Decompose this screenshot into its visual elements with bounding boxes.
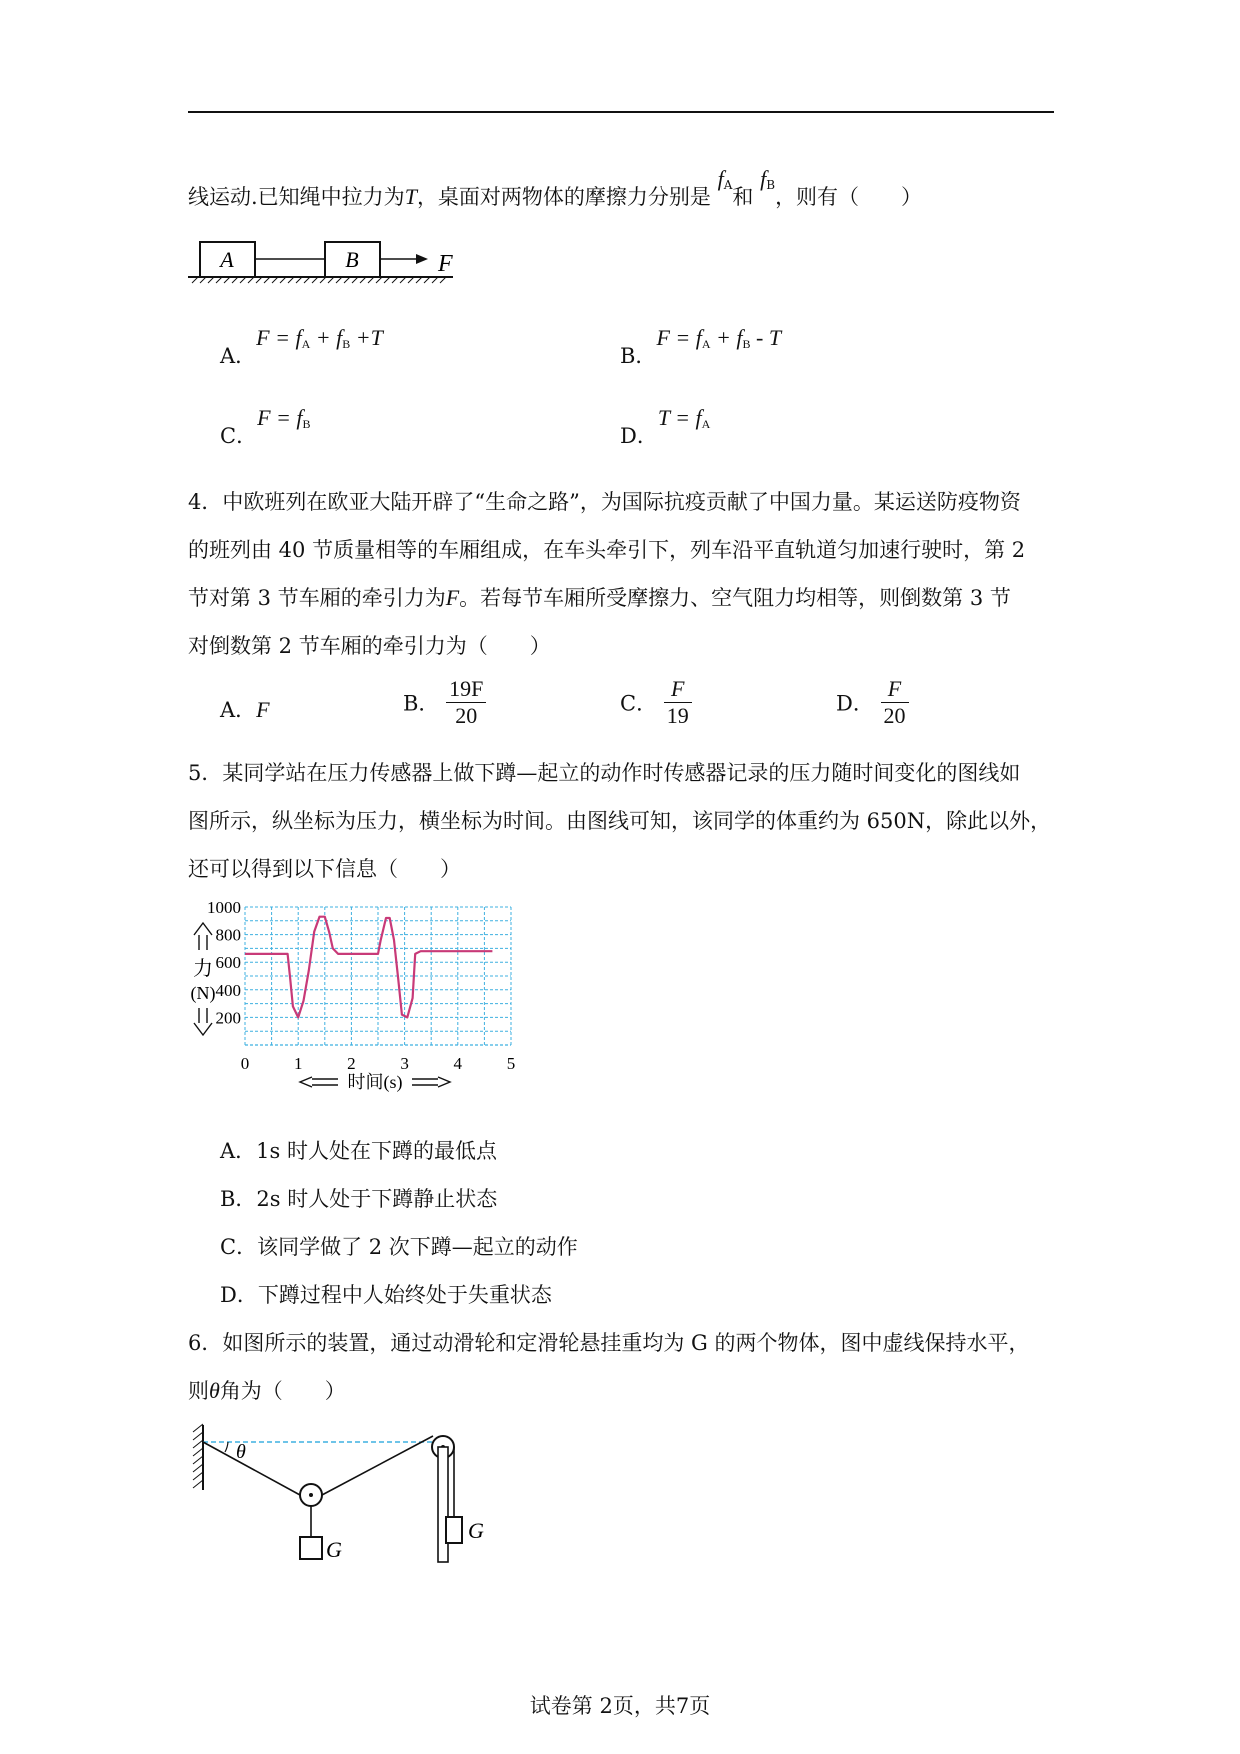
svg-text:θ: θ: [236, 1441, 246, 1463]
force-time-chart: [188, 895, 588, 1110]
page-footer: 试卷第 2页，共7页: [529, 1694, 711, 1718]
svg-text:A: A: [220, 247, 234, 272]
pulley-figure: [188, 1420, 498, 1580]
q4-line-4: 对倒数第 2 节车厢的牵引力为（ ）: [188, 634, 551, 658]
svg-text:F: F: [438, 251, 453, 277]
header-rule: [188, 111, 1054, 113]
q6-line-1: 6．如图所示的装置，通过动滑轮和定滑轮悬挂重均为 G 的两个物体，图中虚线保持水平，: [188, 1331, 1030, 1355]
blocks-figure: [188, 235, 458, 285]
q4-option-d[interactable]: D． $\frac{F}{20}$: [836, 676, 909, 729]
right-arrow-icon: [412, 1077, 450, 1087]
chart-grid: [245, 907, 511, 1045]
y-axis-label-char: 力: [193, 958, 213, 980]
q3-stem: 线运动.已知绳中拉力为T，桌面对两物体的摩擦力分别是 $f_A$和 $f_B$，则有（ ）: [188, 166, 923, 209]
q4-line-2: 的班列由 40 节质量相等的车厢组成，在车头牵引下，列车沿平直轨道匀加速行驶时，第 2: [188, 538, 1026, 562]
q5-line-2: 图所示，纵坐标为压力，横坐标为时间。由图线可知，该同学的体重约为 650N，除此以外，: [188, 809, 1052, 833]
x-tick-label: 5: [506, 1054, 516, 1073]
weight-right: [446, 1517, 462, 1543]
svg-text:B: B: [345, 247, 359, 272]
y-tick-label: 400: [215, 980, 241, 1000]
q5-option-c[interactable]: C．该同学做了 2 次下蹲—起立的动作: [220, 1235, 578, 1259]
y-axis-label-unit: (N): [190, 983, 216, 1003]
svg-text:G: G: [468, 1518, 484, 1543]
y-tick-label: 600: [215, 953, 241, 973]
fraction-F-over-19: $\frac{F}{19}$: [664, 676, 692, 729]
q5-line-1: 5．某同学站在压力传感器上做下蹲—起立的动作时传感器记录的压力随时间变化的图线如: [188, 761, 1021, 785]
x-tick-label: 1: [293, 1054, 303, 1073]
chart-x-ticks: [241, 1054, 516, 1073]
q6-line-2: 则θ角为（ ）: [188, 1378, 346, 1403]
force-series-line: [245, 917, 492, 1018]
left-arrow-icon: [300, 1077, 338, 1087]
q4-option-b[interactable]: B． $\frac{19F}{20}$: [403, 676, 486, 729]
fraction-F-over-20: $\frac{F}{20}$: [881, 676, 909, 729]
fB-symbol: $f_B$: [760, 166, 776, 192]
fraction-19F-over-20: $\frac{19F}{20}$: [446, 676, 486, 729]
x-tick-label: 4: [453, 1054, 463, 1073]
fA-symbol: $f_A$: [717, 166, 733, 192]
q5-line-3: 还可以得到以下信息（ ）: [188, 857, 461, 881]
q4-line-1: 4．中欧班列在欧亚大陆开辟了“生命之路”，为国际抗疫贡献了中国力量。某运送防疫物资: [188, 490, 1021, 514]
up-arrow-icon: [194, 923, 212, 950]
y-tick-label: 800: [215, 925, 241, 945]
x-tick-label: 3: [400, 1054, 409, 1073]
weight-left: [300, 1537, 322, 1559]
x-axis-label: [300, 1072, 450, 1093]
y-axis-label: [191, 923, 216, 1035]
x-tick-label: 2: [347, 1054, 356, 1073]
q3-option-c[interactable]: C．$F = f_B$: [220, 405, 311, 448]
y-tick-label: 200: [215, 1008, 241, 1028]
down-arrow-icon: [194, 1008, 212, 1035]
q3-option-a[interactable]: A．$F = f_A + f_B +T$: [220, 325, 383, 368]
q3-option-d[interactable]: D．$T = f_A$: [620, 405, 711, 448]
q3-option-b[interactable]: B．$F = f_A + f_B - T$: [620, 325, 782, 368]
q4-option-c[interactable]: C． $\frac{F}{19}$: [620, 676, 692, 729]
q5-option-b[interactable]: B．2s 时人处于下蹲静止状态: [220, 1187, 498, 1211]
q5-option-d[interactable]: D．下蹲过程中人始终处于失重状态: [220, 1283, 552, 1307]
q5-option-a[interactable]: A．1s 时人处在下蹲的最低点: [220, 1139, 497, 1163]
q4-line-3: 节对第 3 节车厢的牵引力为F。若每节车厢所受摩擦力、空气阻力均相等，则倒数第 3 节: [188, 585, 1011, 610]
x-axis-label-text: 时间(s): [347, 1072, 403, 1092]
x-tick-label: 0: [240, 1054, 250, 1073]
svg-text:G: G: [326, 1537, 342, 1562]
y-tick-label: 1000: [207, 898, 241, 917]
q4-option-a[interactable]: A．F: [220, 697, 270, 722]
